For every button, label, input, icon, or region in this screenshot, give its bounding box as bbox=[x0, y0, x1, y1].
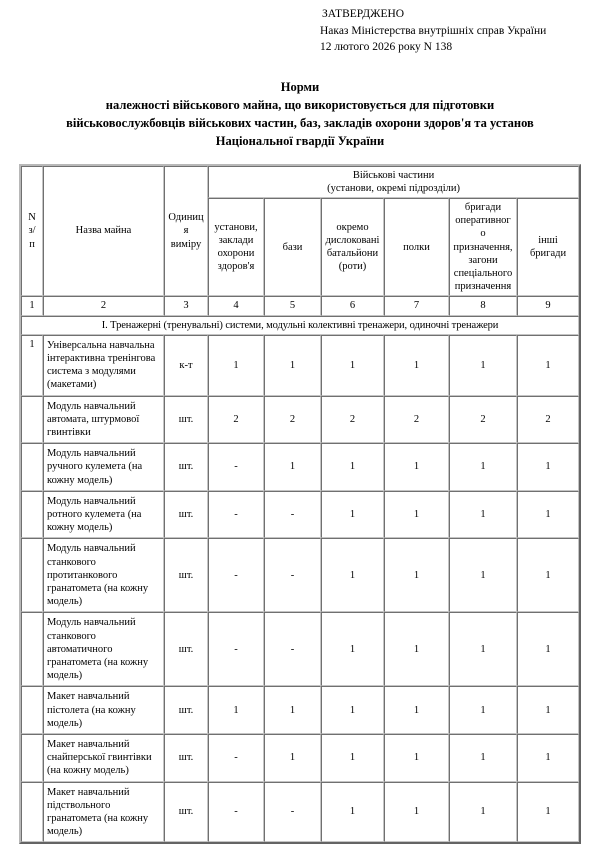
norms-table bbox=[19, 164, 581, 844]
cell-row-number bbox=[21, 443, 43, 491]
table-row bbox=[21, 782, 579, 843]
table-row bbox=[21, 612, 579, 686]
header-cell-number bbox=[21, 166, 43, 297]
cell-regiments: 1 bbox=[384, 538, 449, 612]
cell-row-number bbox=[21, 396, 43, 444]
cell-operational-brigades: 1 bbox=[449, 686, 517, 734]
header-cell-institutions-health: установи, заклади охорони здоров'я bbox=[208, 198, 264, 296]
header-number-l1: N bbox=[28, 212, 36, 223]
table-head bbox=[21, 166, 579, 316]
cell-row-number: 1 bbox=[21, 335, 43, 396]
cell-operational-brigades: 1 bbox=[449, 782, 517, 843]
table-row bbox=[21, 491, 579, 539]
title-line-3: військовослужбовців військових частин, баз, закладів охорони здоров'я та установ bbox=[22, 114, 578, 132]
cell-operational-brigades: 1 bbox=[449, 538, 517, 612]
cell-separate-battalions: 2 bbox=[321, 396, 384, 444]
cell-regiments: 1 bbox=[384, 686, 449, 734]
cell-separate-battalions: 1 bbox=[321, 538, 384, 612]
column-number-row bbox=[21, 296, 579, 315]
page-title bbox=[22, 78, 578, 150]
cell-unit: шт. bbox=[164, 491, 208, 539]
cell-bases: - bbox=[264, 538, 321, 612]
cell-bases: - bbox=[264, 491, 321, 539]
cell-bases: 1 bbox=[264, 443, 321, 491]
cell-regiments: 1 bbox=[384, 734, 449, 782]
cell-row-number bbox=[21, 612, 43, 686]
cell-unit: к-т bbox=[164, 335, 208, 396]
cell-bases: 1 bbox=[264, 686, 321, 734]
title-line-2: належності військового майна, що використовується для підготовки bbox=[22, 96, 578, 114]
cell-regiments: 1 bbox=[384, 491, 449, 539]
title-line-4: Національної гвардії України bbox=[22, 132, 578, 150]
cell-institutions-health: - bbox=[208, 538, 264, 612]
section-heading-text: I. Тренажерні (тренувальні) системи, модульні колективні тренажери, одиночні тренажери bbox=[21, 316, 579, 335]
cell-other-brigades: 1 bbox=[517, 491, 579, 539]
cell-separate-battalions: 1 bbox=[321, 782, 384, 843]
cell-row-number bbox=[21, 538, 43, 612]
cell-unit: шт. bbox=[164, 734, 208, 782]
cell-institutions-health: 2 bbox=[208, 396, 264, 444]
cell-institutions-health: - bbox=[208, 612, 264, 686]
cell-separate-battalions: 1 bbox=[321, 443, 384, 491]
cell-operational-brigades: 2 bbox=[449, 396, 517, 444]
cell-item-name: Макет навчальний підствольного гранатомета (на кожну модель) bbox=[43, 782, 164, 843]
cell-bases: - bbox=[264, 612, 321, 686]
cell-other-brigades: 1 bbox=[517, 538, 579, 612]
header-group-subtitle: (установи, окремі підрозділи) bbox=[327, 183, 460, 194]
cell-regiments: 2 bbox=[384, 396, 449, 444]
cell-institutions-health: 1 bbox=[208, 335, 264, 396]
table-row bbox=[21, 335, 579, 396]
cell-other-brigades: 1 bbox=[517, 335, 579, 396]
table-row bbox=[21, 734, 579, 782]
cell-regiments: 1 bbox=[384, 612, 449, 686]
column-number-2: 2 bbox=[43, 296, 164, 315]
cell-institutions-health: - bbox=[208, 443, 264, 491]
cell-separate-battalions: 1 bbox=[321, 686, 384, 734]
column-number-1: 1 bbox=[21, 296, 43, 315]
column-number-4: 4 bbox=[208, 296, 264, 315]
approval-date-line: 12 лютого 2026 року N 138 bbox=[320, 39, 546, 56]
cell-item-name: Модуль навчальний автомата, штурмової гвинтівки bbox=[43, 396, 164, 444]
cell-row-number bbox=[21, 782, 43, 843]
cell-operational-brigades: 1 bbox=[449, 335, 517, 396]
cell-institutions-health: 1 bbox=[208, 686, 264, 734]
cell-unit: шт. bbox=[164, 612, 208, 686]
cell-row-number bbox=[21, 734, 43, 782]
cell-separate-battalions: 1 bbox=[321, 491, 384, 539]
column-number-3: 3 bbox=[164, 296, 208, 315]
cell-unit: шт. bbox=[164, 686, 208, 734]
cell-other-brigades: 1 bbox=[517, 782, 579, 843]
norms-table-wrapper bbox=[19, 164, 581, 844]
cell-bases: 2 bbox=[264, 396, 321, 444]
cell-item-name: Універсальна навчальна інтерактивна тренінгова система з модулями (макетами) bbox=[43, 335, 164, 396]
column-number-7: 7 bbox=[384, 296, 449, 315]
cell-item-name: Модуль навчальний станкового протитанкового гранатомета (на кожну модель) bbox=[43, 538, 164, 612]
cell-regiments: 1 bbox=[384, 782, 449, 843]
column-number-8: 8 bbox=[449, 296, 517, 315]
approval-label: ЗАТВЕРДЖЕНО bbox=[322, 6, 546, 23]
table-row bbox=[21, 396, 579, 444]
cell-operational-brigades: 1 bbox=[449, 443, 517, 491]
cell-regiments: 1 bbox=[384, 443, 449, 491]
column-number-6: 6 bbox=[321, 296, 384, 315]
cell-row-number bbox=[21, 491, 43, 539]
section-heading-row bbox=[21, 316, 579, 335]
cell-institutions-health: - bbox=[208, 491, 264, 539]
table-row bbox=[21, 538, 579, 612]
cell-other-brigades: 1 bbox=[517, 734, 579, 782]
cell-unit: шт. bbox=[164, 443, 208, 491]
header-cell-group-military-units bbox=[208, 166, 579, 198]
cell-separate-battalions: 1 bbox=[321, 612, 384, 686]
header-group-title: Військові частини bbox=[353, 170, 434, 181]
approval-block bbox=[0, 0, 600, 56]
header-cell-operational-brigades: бригади оперативного призначення, загони спеціального призначення bbox=[449, 198, 517, 296]
column-number-5: 5 bbox=[264, 296, 321, 315]
cell-operational-brigades: 1 bbox=[449, 734, 517, 782]
cell-other-brigades: 2 bbox=[517, 396, 579, 444]
cell-unit: шт. bbox=[164, 538, 208, 612]
approval-inner bbox=[320, 6, 546, 56]
cell-item-name: Модуль навчальний станкового автоматичного гранатомета (на кожну модель) bbox=[43, 612, 164, 686]
cell-unit: шт. bbox=[164, 396, 208, 444]
cell-other-brigades: 1 bbox=[517, 443, 579, 491]
approval-order-line: Наказ Міністерства внутрішніх справ України bbox=[320, 23, 546, 40]
cell-item-name: Модуль навчальний ротного кулемета (на кожну модель) bbox=[43, 491, 164, 539]
cell-separate-battalions: 1 bbox=[321, 335, 384, 396]
header-number-l3: п bbox=[29, 239, 35, 250]
cell-item-name: Модуль навчальний ручного кулемета (на кожну модель) bbox=[43, 443, 164, 491]
cell-regiments: 1 bbox=[384, 335, 449, 396]
cell-institutions-health: - bbox=[208, 782, 264, 843]
table-body bbox=[21, 316, 579, 843]
cell-unit: шт. bbox=[164, 782, 208, 843]
header-cell-name: Назва майна bbox=[43, 166, 164, 297]
header-cell-other-brigades: інші бригади bbox=[517, 198, 579, 296]
cell-operational-brigades: 1 bbox=[449, 612, 517, 686]
header-row-group bbox=[21, 166, 579, 198]
cell-item-name: Макет навчальний пістолета (на кожну модель) bbox=[43, 686, 164, 734]
cell-separate-battalions: 1 bbox=[321, 734, 384, 782]
column-number-9: 9 bbox=[517, 296, 579, 315]
cell-other-brigades: 1 bbox=[517, 686, 579, 734]
table-row bbox=[21, 686, 579, 734]
cell-operational-brigades: 1 bbox=[449, 491, 517, 539]
cell-row-number bbox=[21, 686, 43, 734]
header-number-l2: з/ bbox=[28, 225, 35, 236]
header-cell-unit: Одиниця виміру bbox=[164, 166, 208, 297]
header-cell-regiments: полки bbox=[384, 198, 449, 296]
title-line-1: Норми bbox=[22, 78, 578, 96]
cell-bases: 1 bbox=[264, 734, 321, 782]
header-cell-bases: бази bbox=[264, 198, 321, 296]
cell-bases: 1 bbox=[264, 335, 321, 396]
cell-institutions-health: - bbox=[208, 734, 264, 782]
cell-item-name: Макет навчальний снайперської гвинтівки (на кожну модель) bbox=[43, 734, 164, 782]
cell-bases: - bbox=[264, 782, 321, 843]
cell-other-brigades: 1 bbox=[517, 612, 579, 686]
header-cell-separate-battalions: окремо дислоковані батальйони (роти) bbox=[321, 198, 384, 296]
table-row bbox=[21, 443, 579, 491]
